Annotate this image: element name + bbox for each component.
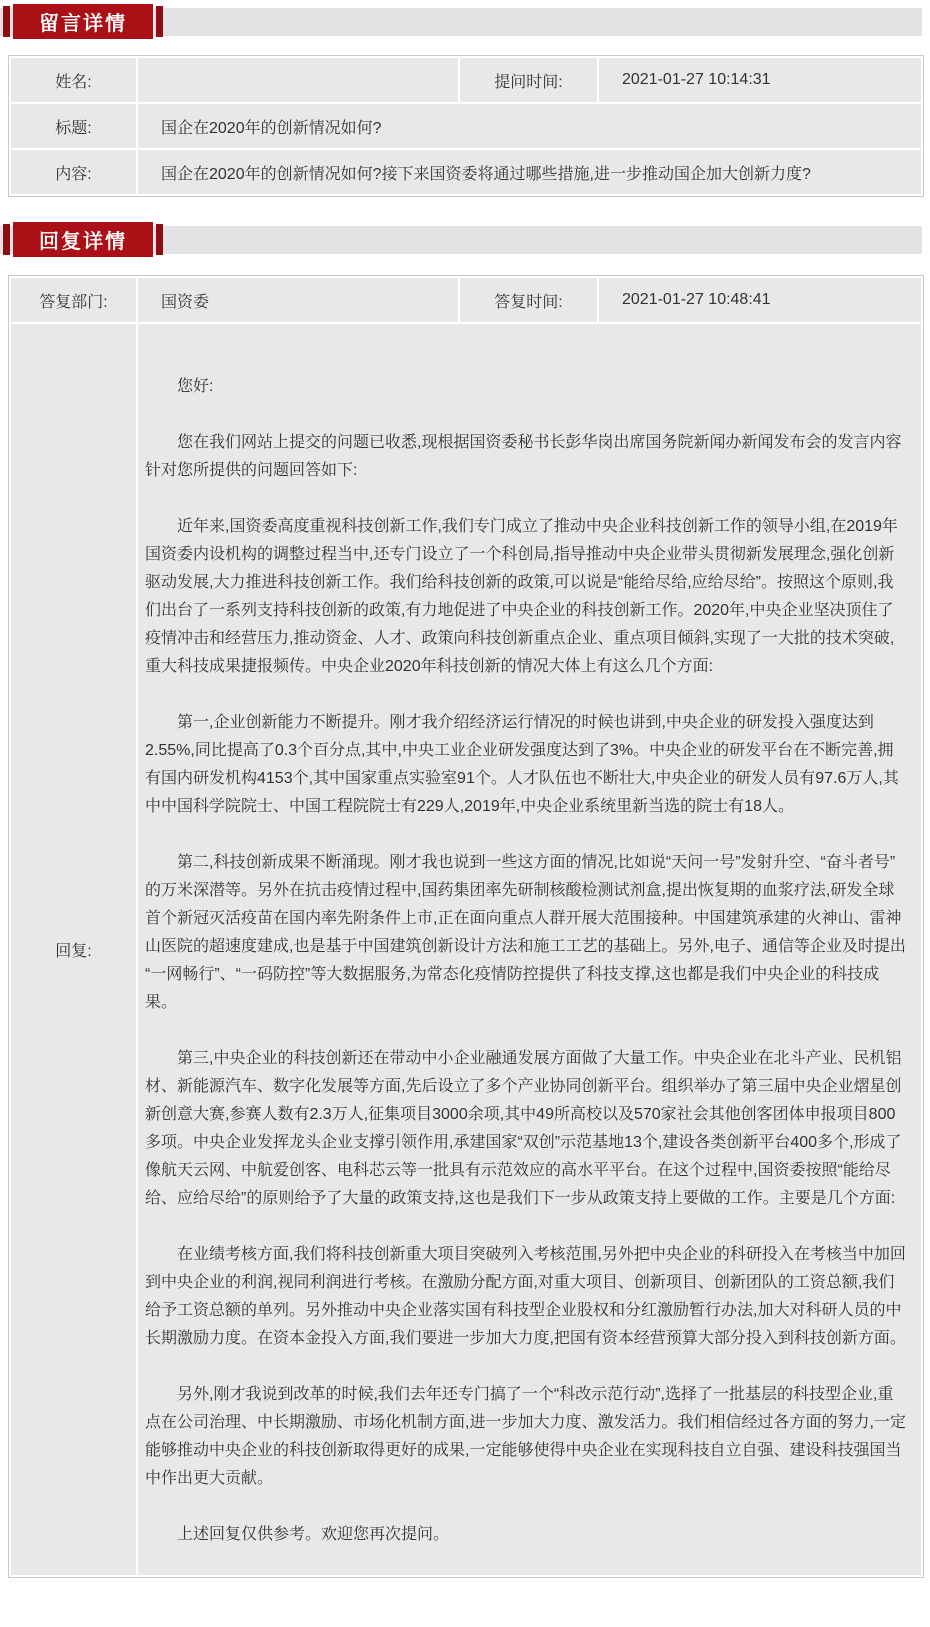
name-label: 姓名: [11, 58, 136, 102]
ask-time-label: 提问时间: [460, 58, 597, 102]
reply-paragraph: 另外,刚才我说到改革的时候,我们去年还专门搞了一个“科改示范行动”,选择了一批基层的科技型企业,重点在公司治理、中长期激励、市场化机制方面,进一步加大力度、激发活力。我们相信经过各方面的努力,一定能够推动中央企业的科技创新取得更好的成果,一定能够使得中央企业在实现科技自立自强、建设科技强国当中作出更大贡献。 [145, 1386, 906, 1487]
header-left-bar [3, 224, 10, 255]
reply-paragraph: 您好: [177, 378, 214, 395]
reply-label: 回复: [11, 324, 136, 1575]
table-row [11, 278, 921, 322]
reply-paragraph: 您在我们网站上提交的问题已收悉,现根据国资委秘书长彭华岗出席国务院新闻办新闻发布会的发言内容针对您所提供的问题回答如下: [145, 434, 902, 479]
ask-time-value: 2021-01-27 10:14:31 [599, 58, 921, 102]
reply-time-value: 2021-01-27 10:48:41 [599, 278, 921, 322]
reply-details-table [8, 275, 924, 1578]
reply-paragraph: 第一,企业创新能力不断提升。刚才我介绍经济运行情况的时候也讲到,中央企业的研发投入强度达到2.55%,同比提高了0.3个百分点,其中,中央工业企业研发强度达到了3%。中央企业的研发平台在不断完善,拥有国内研发机构4153个,其中国家重点实验室91个。人才队伍也不断壮大,中央企业的研发人员有97.6万人,其中中国科学院院士、中国工程院院士有229人,2019年,中央企业系统里新当选的院士有18人。 [145, 714, 899, 815]
reply-paragraph: 上述回复仅供参考。欢迎您再次提问。 [177, 1526, 450, 1543]
table-row [11, 150, 921, 194]
message-details-title: 留言详情 [13, 4, 153, 39]
reply-paragraph: 第三,中央企业的科技创新还在带动中小企业融通发展方面做了大量工作。中央企业在北斗产业、民机铝材、新能源汽车、数字化发展等方面,先后设立了多个产业协同创新平台。组织举办了第三届中央企业熠星创新创意大赛,参赛人数有2.3万人,征集项目3000余项,其中49所高校以及570家社会其他创客团体申报项目800多项。中央企业发挥龙头企业支撑引领作用,承建国家“双创”示范基地13个,建设各类创新平台400多个,形成了像航天云网、中航爱创客、电科芯云等一批具有示范效应的高水平平台。在这个过程中,国资委按照“能给尽给、应给尽给”的原则给予了大量的政策支持,这也是我们下一步从政策支持上要做的工作。主要是几个方面: [145, 1050, 902, 1207]
content-value: 国企在2020年的创新情况如何?接下来国资委将通过哪些措施,进一步推动国企加大创新力度? [138, 150, 921, 194]
header-right-bar [156, 6, 163, 37]
message-detail-page [0, 8, 930, 1578]
title-label: 标题: [11, 104, 136, 148]
reply-details-header-badge [3, 222, 163, 257]
reply-paragraph: 在业绩考核方面,我们将科技创新重大项目突破列入考核范围,另外把中央企业的科研投入在考核当中加回到中央企业的利润,视同利润进行考核。在激励分配方面,对重大项目、创新项目、创新团队的工资总额,我们给予工资总额的单列。另外推动中央企业落实国有科技型企业股权和分红激励暂行办法,加大对科研人员的中长期激励力度。在资本金投入方面,我们要进一步加大力度,把国有资本经营预算大部分投入到科技创新方面。 [145, 1246, 906, 1347]
reply-paragraph: 近年来,国资委高度重视科技创新工作,我们专门成立了推动中央企业科技创新工作的领导小组,在2019年国资委内设机构的调整过程当中,还专门设立了一个科创局,指导推动中央企业带头贯彻新发展理念,强化创新驱动发展,大力推进科技创新工作。我们给科技创新的政策,可以说是“能给尽给,应给尽给”。按照这个原则,我们出台了一系列支持科技创新的政策,有力地促进了中央企业的科技创新工作。2020年,中央企业坚决顶住了疫情冲击和经营压力,推动资金、人才、政策向科技创新重点企业、重点项目倾斜,实现了一大批的技术突破,重大科技成果捷报频传。中央企业2020年科技创新的情况大体上有这么几个方面: [145, 518, 898, 675]
message-details-table [8, 55, 924, 197]
reply-dept-value: 国资委 [138, 278, 458, 322]
message-details-section-header [0, 8, 922, 36]
reply-details-section-header [0, 226, 922, 254]
header-right-bar [156, 224, 163, 255]
reply-details-title: 回复详情 [13, 222, 153, 257]
table-row [11, 104, 921, 148]
table-row [11, 324, 921, 1575]
header-left-bar [3, 6, 10, 37]
content-label: 内容: [11, 150, 136, 194]
reply-content [138, 324, 921, 1575]
reply-paragraph: 第二,科技创新成果不断涌现。刚才我也说到一些这方面的情况,比如说“天问一号”发射升空、“奋斗者号”的万米深潜等。另外在抗击疫情过程中,国药集团率先研制核酸检测试剂盒,提出恢复期的血浆疗法,研发全球首个新冠灭活疫苗在国内率先附条件上市,正在面向重点人群开展大范围接种。中国建筑承建的火神山、雷神山医院的超速度建成,也是基于中国建筑创新设计方法和施工工艺的基础上。另外,电子、通信等企业及时提出“一网畅行”、“一码防控”等大数据服务,为常态化疫情防控提供了科技支撑,这也都是我们中央企业的科技成果。 [145, 854, 906, 1011]
reply-time-label: 答复时间: [460, 278, 597, 322]
message-details-header-badge [3, 4, 163, 39]
reply-dept-label: 答复部门: [11, 278, 136, 322]
name-value [138, 58, 458, 102]
reply-paragraphs [145, 373, 909, 1549]
title-value: 国企在2020年的创新情况如何? [138, 104, 921, 148]
table-row [11, 58, 921, 102]
